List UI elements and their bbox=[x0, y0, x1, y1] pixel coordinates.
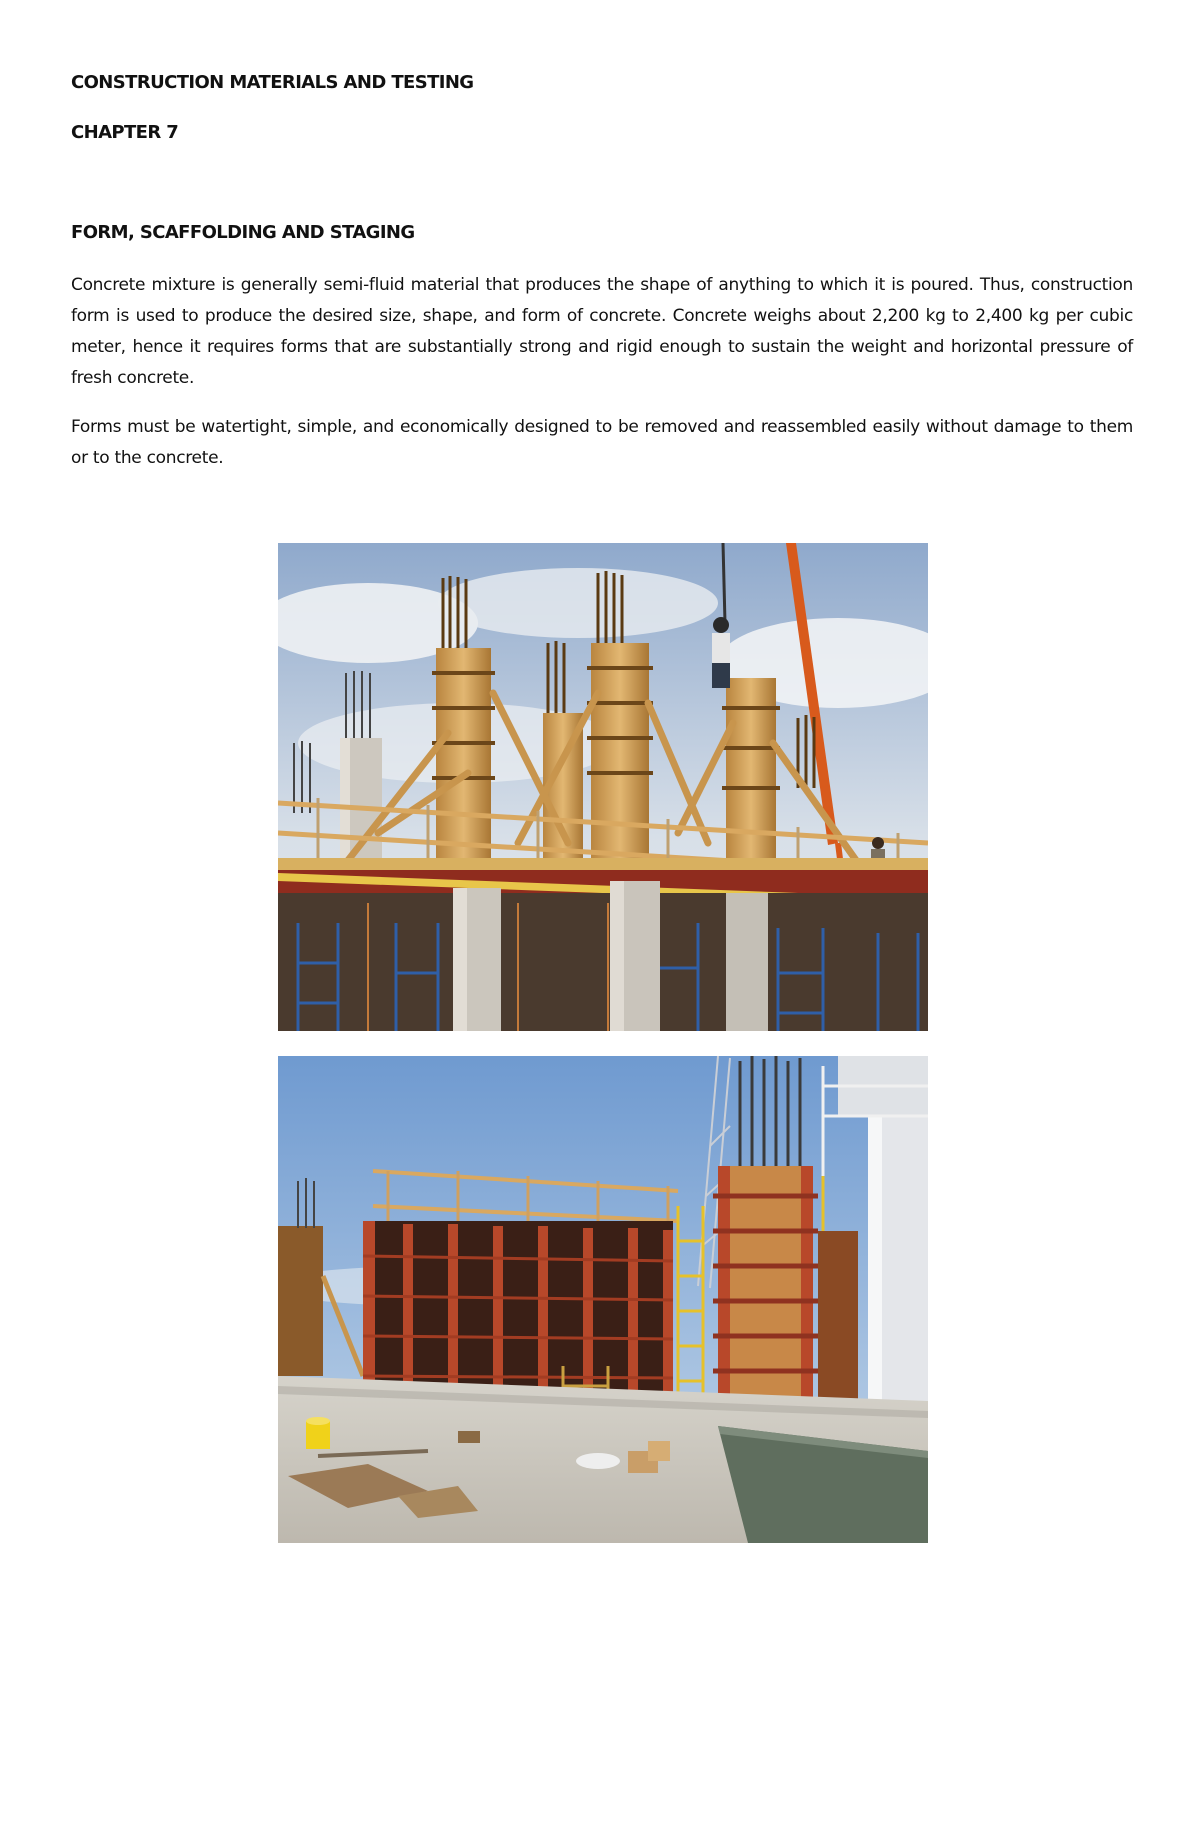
section-title: FORM, SCAFFOLDING AND STAGING bbox=[71, 222, 415, 243]
chapter-label: CHAPTER 7 bbox=[71, 122, 179, 143]
document-header: CONSTRUCTION MATERIALS AND TESTING bbox=[71, 72, 474, 93]
paragraph-concrete-forms: Concrete mixture is generally semi-fluid material that produces the shape of anything to which it is poured. Thus, construction form is used to produce the desired size, shape, and form of concrete. Concrete weighs about 2,200 kg to 2,400 kg per cubic meter, hence it requires forms that are substantially strong and rigid enough to sustain the weight and horizontal pressure of fresh concrete. bbox=[71, 275, 1133, 388]
paragraph-form-requirements: Forms must be watertight, simple, and economically designed to be removed and reassembled easily without damage to them or to the concrete. bbox=[71, 417, 1133, 468]
photo-steel-wall-forms bbox=[278, 1056, 928, 1543]
photo-timber-column-forms bbox=[278, 543, 928, 1031]
